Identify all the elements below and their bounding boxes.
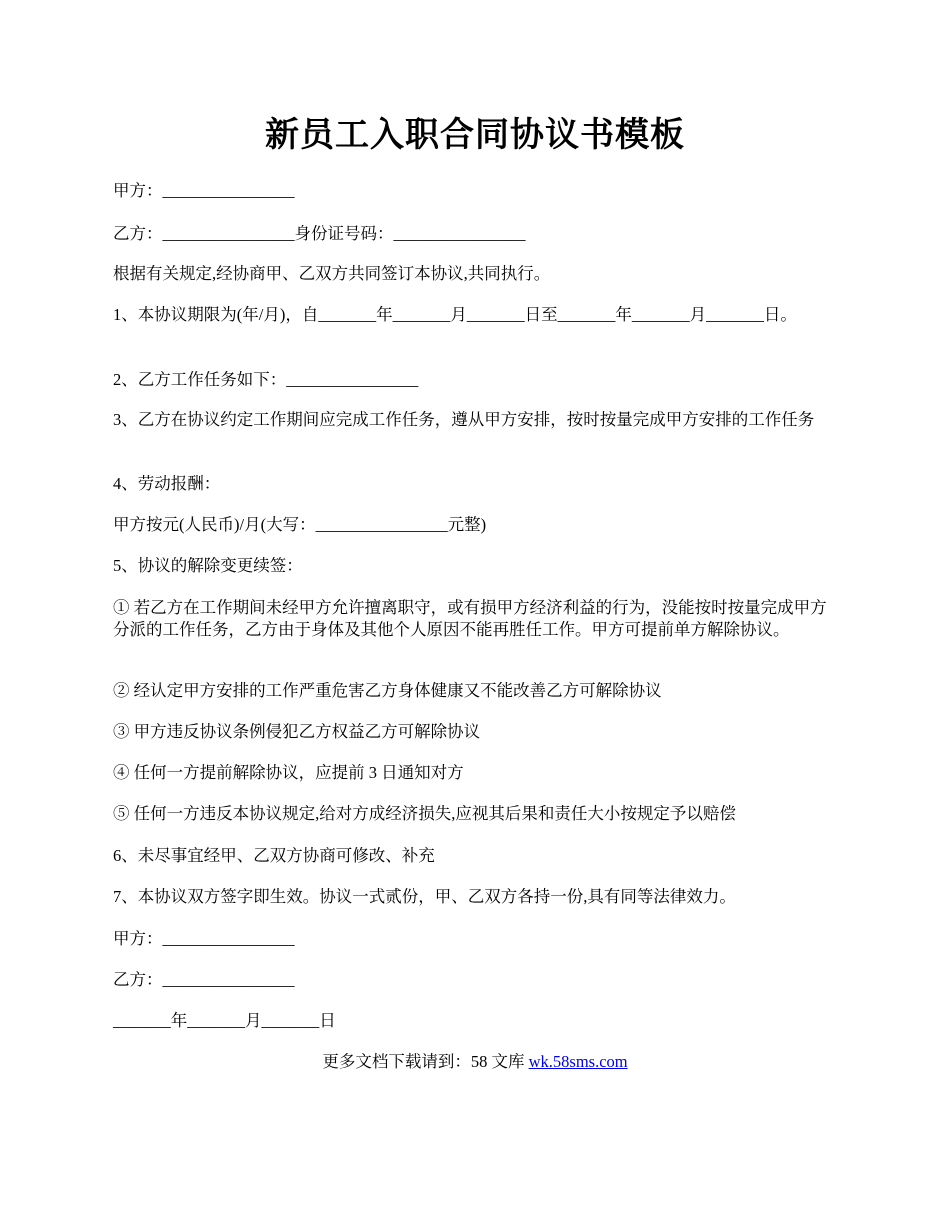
footer-text: 更多文档下载请到：58 文库 — [322, 1052, 529, 1071]
clause-5-item-2: ② 经认定甲方安排的工作严重危害乙方身体健康又不能改善乙方可解除协议 — [113, 681, 662, 700]
footer-link[interactable]: wk.58sms.com — [528, 1052, 628, 1071]
clause-7: 7、本协议双方签字即生效。协议一式贰份，甲、乙双方各持一份,具有同等法律效力。 — [113, 887, 736, 906]
clause-5-heading: 5、协议的解除变更续签： — [113, 556, 303, 575]
party-b-id-line: 乙方：________________身份证号码：________________ — [113, 224, 526, 243]
signature-party-b: 乙方：________________ — [113, 970, 295, 989]
clause-2-tasks: 2、乙方工作任务如下：________________ — [113, 370, 419, 389]
intro-paragraph: 根据有关规定,经协商甲、乙双方共同签订本协议,共同执行。 — [113, 264, 551, 283]
signature-date: _______年_______月_______日 — [113, 1011, 336, 1030]
clause-5-item-3: ③ 甲方违反协议条例侵犯乙方权益乙方可解除协议 — [113, 722, 481, 741]
document-title: 新员工入职合同协议书模板 — [265, 117, 685, 154]
footer — [0, 1051, 950, 1073]
clause-1-term: 1、本协议期限为(年/月)，自_______年_______月_______日至_______年_______月_______日。 — [113, 305, 797, 324]
clause-5-item-1: ① 若乙方在工作期间未经甲方允许擅离职守，或有损甲方经济利益的行为，没能按时按量完成甲方分派的工作任务，乙方由于身体及其他个人原因不能再胜任工作。甲方可提前单方解除协议。 — [113, 598, 827, 639]
clause-5-item-5: ⑤ 任何一方违反本协议规定,给对方成经济损失,应视其后果和责任大小按规定予以赔偿 — [113, 804, 736, 823]
clause-5-item-4: ④ 任何一方提前解除协议，应提前 3 日通知对方 — [113, 763, 464, 782]
clause-6: 6、未尽事宜经甲、乙双方协商可修改、补充 — [113, 846, 435, 865]
clause-3-duties: 3、乙方在协议约定工作期间应完成工作任务，遵从甲方安排，按时按量完成甲方安排的工作任务 — [113, 410, 815, 429]
signature-party-a: 甲方：________________ — [113, 929, 295, 948]
clause-4-salary: 甲方按元(人民币)/月(大写：________________元整) — [113, 515, 487, 534]
clause-4-heading: 4、劳动报酬： — [113, 474, 221, 493]
party-a-line: 甲方：________________ — [113, 181, 295, 200]
